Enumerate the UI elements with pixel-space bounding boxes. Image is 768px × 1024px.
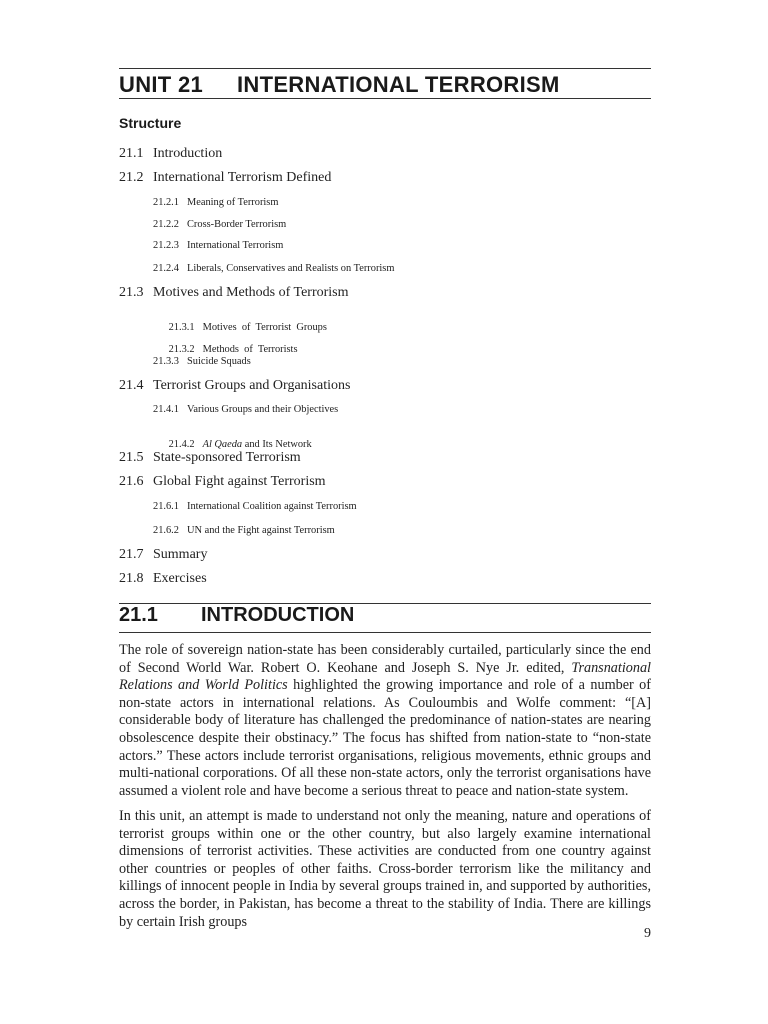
toc-subitem-meaning[interactable]: 21.2.1 Meaning of Terrorism — [153, 197, 279, 208]
title-bottom-rule — [119, 98, 651, 99]
document-page — [119, 0, 651, 1024]
section-title-text: INTRODUCTION — [201, 604, 355, 626]
toc-subitem-liberals[interactable]: 21.2.4 Liberals, Conservatives and Realists on Terrorism — [153, 263, 395, 274]
toc-item-state-sponsored[interactable]: 21.5 State-sponsored Terrorism — [119, 450, 301, 465]
toc-subitem-motives-groups[interactable]: 21.3.1 Motives of Terrorist Groups — [168, 322, 327, 333]
section-number: 21.1 — [119, 604, 158, 626]
title-top-rule — [119, 68, 651, 69]
book-title: Transnational Relations and World Politics — [119, 659, 651, 694]
toc-subitem-various-groups[interactable]: 21.4.1 Various Groups and their Objectives — [153, 404, 339, 415]
section-bottom-rule — [119, 632, 651, 633]
toc-subitem-coalition[interactable]: 21.6.1 International Coalition against Terrorism — [153, 501, 357, 512]
toc-subitem-cross-border[interactable]: 21.2.2 Cross-Border Terrorism — [153, 219, 287, 230]
page-number: 9 — [644, 926, 651, 941]
toc-item-summary[interactable]: 21.7 Summary — [119, 547, 208, 562]
intro-paragraph-2: In this unit, an attempt is made to understand not only the meaning, nature and operations of terrorist groups within one or the other country, but also largely examine international dimensions of terrorist activities. These activities are conducted from one country against other countries or peoples of other faiths. Cross-border terrorism like the militancy and killings of innocent people in India by several groups trained in, and supported by authorities, across the border, in Pakistan, has become a threat to the stability of India. There are killings by certain Irish groups — [119, 808, 651, 930]
toc-item-introduction[interactable]: 21.1 Introduction — [119, 146, 223, 161]
unit-title-text: INTERNATIONAL TERRORISM — [237, 72, 560, 97]
toc-subitem-un[interactable]: 21.6.2 UN and the Fight against Terrorism — [153, 525, 335, 536]
toc-subitem-international[interactable]: 21.2.3 International Terrorism — [153, 240, 284, 251]
toc-item-groups[interactable]: 21.4 Terrorist Groups and Organisations — [119, 378, 351, 393]
section-heading — [119, 604, 651, 627]
toc-item-exercises[interactable]: 21.8 Exercises — [119, 571, 207, 586]
unit-number: UNIT 21 — [119, 72, 204, 97]
toc-subitem-methods[interactable]: 21.3.2 Methods of Terrorists — [168, 344, 298, 355]
toc-item-global-fight[interactable]: 21.6 Global Fight against Terrorism — [119, 474, 326, 489]
toc-subitem-al-qaeda[interactable]: 21.4.2 Al Qaeda and Its Network — [168, 439, 312, 450]
toc-subitem-suicide[interactable]: 21.3.3 Suicide Squads — [153, 356, 251, 367]
toc-item-motives[interactable]: 21.3 Motives and Methods of Terrorism — [119, 285, 349, 300]
structure-heading: Structure — [119, 115, 182, 131]
unit-title — [119, 72, 651, 98]
intro-paragraph-1: The role of sovereign nation-state has been considerably curtailed, particularly since the end of Second World War. Robert O. Keohane and Joseph S. Nye Jr. edited, Transnational Relations and World Politics highlighted the growing importance and role of a number of non-state actors in international relations. As Couloumbis and Wolfe comment: “[A] considerable body of literature has challenged the predominance of nation-states are nearing obsolescence despite their obstinacy.” The focus has shifted from nation-state to “non-state actors.” These actors include terrorist organisations, religious movements, ethnic groups and multi-national corporations. Of all these non-state actors, only the terrorist organisations have assumed a violent role and have become a serious threat to peace and nation-state system. — [119, 642, 651, 799]
toc-item-defined[interactable]: 21.2 International Terrorism Defined — [119, 170, 332, 185]
